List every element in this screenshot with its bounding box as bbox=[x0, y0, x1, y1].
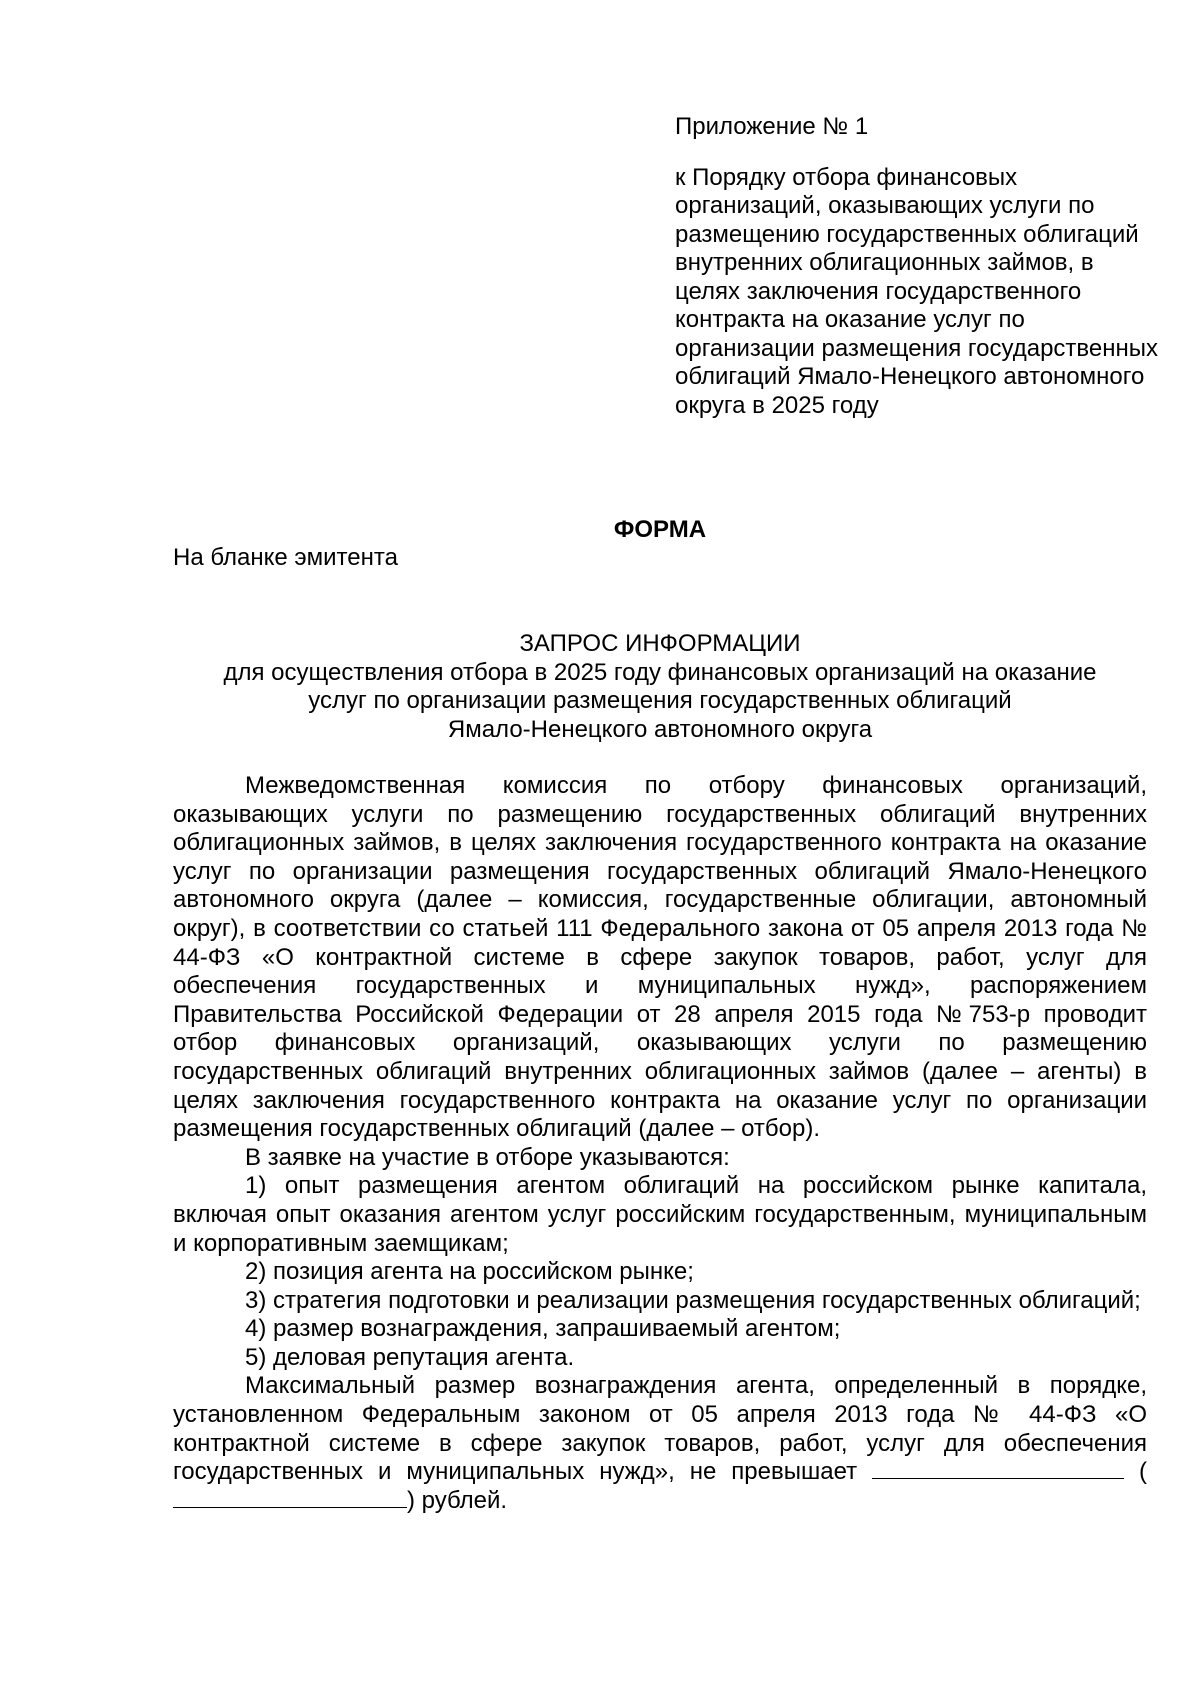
request-header bbox=[173, 630, 1147, 744]
fee-amount-words-blank bbox=[173, 1487, 407, 1508]
request-title: ЗАПРОС ИНФОРМАЦИИ bbox=[519, 630, 801, 657]
list-item-market-position: 2) позиция агента на российском рынке; bbox=[245, 1258, 694, 1286]
body-paragraph-max-fee bbox=[173, 1372, 1147, 1515]
open-paren: ( bbox=[1139, 1458, 1147, 1486]
request-subtitle-line-3: Ямало-Ненецкого автономного округа bbox=[447, 715, 873, 743]
form-label: ФОРМА bbox=[613, 516, 707, 543]
rubles-suffix: ) рублей. bbox=[407, 1486, 508, 1514]
issuer-letterhead-label: На бланке эмитента bbox=[173, 544, 398, 571]
request-subtitle-line-2: услуг по организации размещения государственных облигаций bbox=[308, 687, 1012, 714]
max-fee-text: Максимальный размер вознаграждения агента, определенный в порядке, установленном Федеральным законом от 05 апреля 2013 года № 44-ФЗ «О контрактной системе в сфере закупок товаров, работ, услуг для обеспечения государственных и муниципальных нужд», не превышает bbox=[173, 1372, 1147, 1486]
fee-amount-blank bbox=[872, 1458, 1124, 1479]
list-item-fee: 4) размер вознаграждения, запрашиваемый агентом; bbox=[245, 1315, 841, 1343]
list-item-strategy: 3) стратегия подготовки и реализации размещения государственных облигаций; bbox=[245, 1286, 1141, 1314]
body-paragraph-application: В заявке на участие в отборе указываются: bbox=[245, 1143, 730, 1171]
document-body bbox=[173, 772, 1147, 1515]
list-item-reputation: 5) деловая репутация агента. bbox=[245, 1343, 575, 1371]
list-item-experience: 1) опыт размещения агентом облигаций на российском рынке капитала, включая опыт оказания агентом услуг российским государственным, муниципальным и корпоративным заемщикам; bbox=[173, 1172, 1147, 1257]
appendix-body: к Порядку отбора финансовых организаций, оказывающих услуги по размещению государственных облигаций внутренних облигационных займов, в целях заключения государственного контракта на оказание услуг по организации размещения государственных облигаций Ямало-Ненецкого автономного округа в 2025 году bbox=[675, 163, 1158, 419]
appendix-title: Приложение № 1 bbox=[675, 113, 869, 140]
appendix-block bbox=[675, 113, 1165, 420]
request-subtitle-line-1: для осуществления отбора в 2025 году финансовых организаций на оказание bbox=[223, 658, 1097, 686]
body-paragraph-commission: Межведомственная комиссия по отбору финансовых организаций, оказывающих услуги по размещению государственных облигаций внутренних облигационных займов, в целях заключения государственного контракта на оказание услуг по организации размещения государственных облигаций Ямало-Ненецкого автономного округа (далее – комиссия, государственные облигации, автономный округ), в соответствии со статьей 111 Федерального закона от 05 апреля 2013 года № 44-ФЗ «О контрактной системе в сфере закупок товаров, работ, услуг для обеспечения государственных и муниципальных нужд», распоряжением Правительства Российской Федерации от 28 апреля 2015 года №753-р проводит отбор финансовых организаций, оказывающих услуги по размещению государственных облигаций внутренних облигационных займов (далее – агенты) в целях заключения государственного контракта на оказание услуг по организации размещения государственных облигаций (далее – отбор). bbox=[173, 772, 1147, 1143]
